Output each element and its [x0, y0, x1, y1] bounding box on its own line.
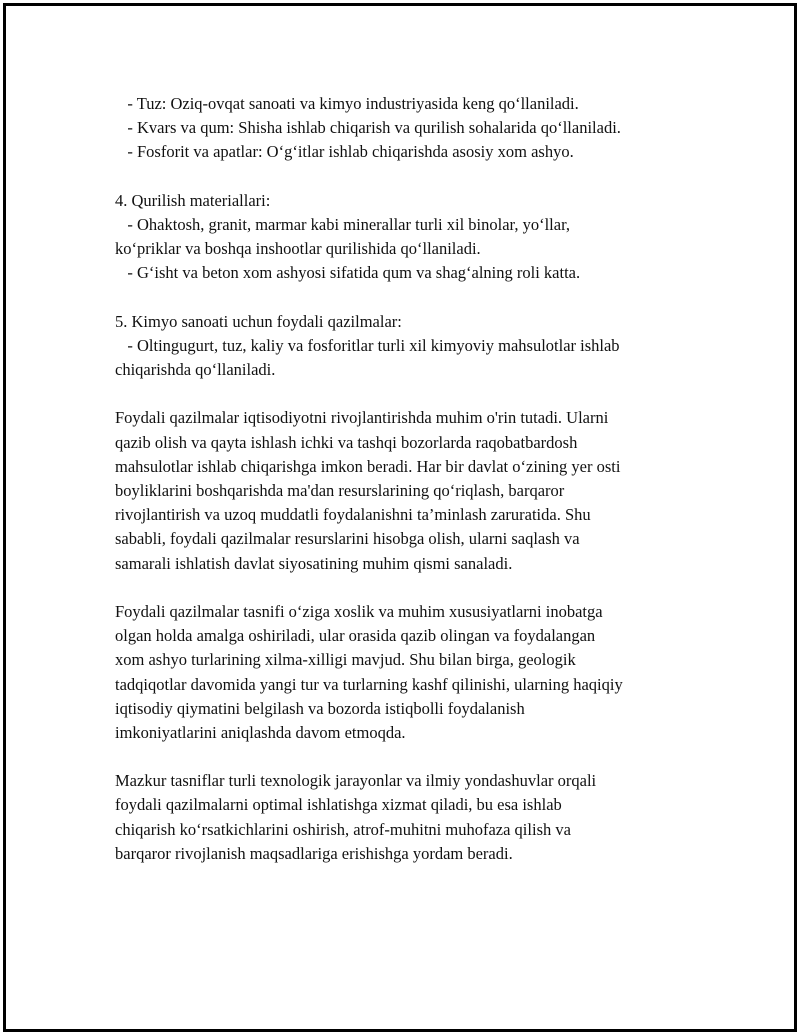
- text-line: - Ohaktosh, granit, marmar kabi minerallar turli xil binolar, yo‘llar,: [115, 214, 571, 234]
- paragraph-gap: [115, 165, 715, 189]
- text-line: tadqiqotlar davomida yangi tur va turlarning kashf qilinishi, ularning haqiqiy: [115, 674, 623, 694]
- text-line: ko‘priklar va boshqa inshootlar qurilishida qo‘llaniladi.: [115, 239, 481, 259]
- text-line: boyliklarini boshqarishda ma'dan resurslarining qo‘riqlash, barqaror: [115, 481, 565, 500]
- text-line: Mazkur tasniflar turli texnologik jarayonlar va ilmiy yondashuvlar orqali: [115, 771, 597, 791]
- text-line: - Fosforit va apatlar: O‘g‘itlar ishlab chiqarishda asosiy xom ashyo.: [115, 142, 574, 162]
- paragraph-gap: [115, 745, 715, 769]
- text-line: - Kvars va qum: Shisha ishlab chiqarish va qurilish sohalarida qo‘llaniladi.: [115, 118, 621, 138]
- text-line: barqaror rivojlanish maqsadlariga erishishga yordam beradi.: [115, 843, 513, 863]
- text-line: foydali qazilmalarni optimal ishlatishga xizmat qiladi, bu esa ishlab: [115, 795, 562, 815]
- text-line: olgan holda amalga oshiriladi, ular orasida qazib olingan va foydalangan: [115, 626, 596, 646]
- text-line: imkoniyatlarini aniqlashda davom etmoqda.: [115, 722, 406, 742]
- text-line: - Oltingugurt, tuz, kaliy va fosforitlar turli xil kimyoviy mahsulotlar ishlab: [115, 335, 620, 355]
- text-line: chiqarishda qo‘llaniladi.: [115, 360, 276, 380]
- text-line: sababli, foydali qazilmalar resurslarini hisobga olish, ularni saqlash va: [115, 529, 580, 549]
- document-body: [115, 92, 715, 866]
- text-line: rivojlantirish va uzoq muddatli foydalanishni ta’minlash zaruratida. Shu: [115, 505, 591, 525]
- text-line: - Tuz: Oziq-ovqat sanoati va kimyo industriyasida keng qo‘llaniladi.: [115, 94, 579, 113]
- text-line: samarali ishlatish davlat siyosatining muhim qismi sanaladi.: [115, 553, 513, 573]
- paragraph-gap: [115, 286, 715, 310]
- text-line: mahsulotlar ishlab chiqarishga imkon beradi. Har bir davlat o‘zining yer osti: [115, 456, 621, 476]
- text-line: 4. Qurilish materiallari:: [115, 190, 271, 210]
- text-line: 5. Kimyo sanoati uchun foydali qazilmalar:: [115, 311, 402, 331]
- text-line: iqtisodiy qiymatini belgilash va bozorda istiqbolli foydalanish: [115, 698, 525, 718]
- text-line: chiqarish ko‘rsatkichlarini oshirish, atrof-muhitni muhofaza qilish va: [115, 819, 571, 839]
- paragraph-gap: [115, 576, 715, 600]
- text-line: qazib olish va qayta ishlash ichki va tashqi bozorlarda raqobatbardosh: [115, 432, 578, 452]
- text-line: - G‘isht va beton xom ashyosi sifatida qum va shag‘alning roli katta.: [115, 263, 581, 283]
- text-line: Foydali qazilmalar iqtisodiyotni rivojlantirishda muhim o'rin tutadi. Ularni: [115, 408, 609, 428]
- paragraph-gap: [115, 382, 715, 406]
- text-line: xom ashyo turlarining xilma-xilligi mavjud. Shu bilan birga, geologik: [115, 650, 576, 670]
- text-line: Foydali qazilmalar tasnifi o‘ziga xoslik va muhim xususiyatlarni inobatga: [115, 601, 603, 621]
